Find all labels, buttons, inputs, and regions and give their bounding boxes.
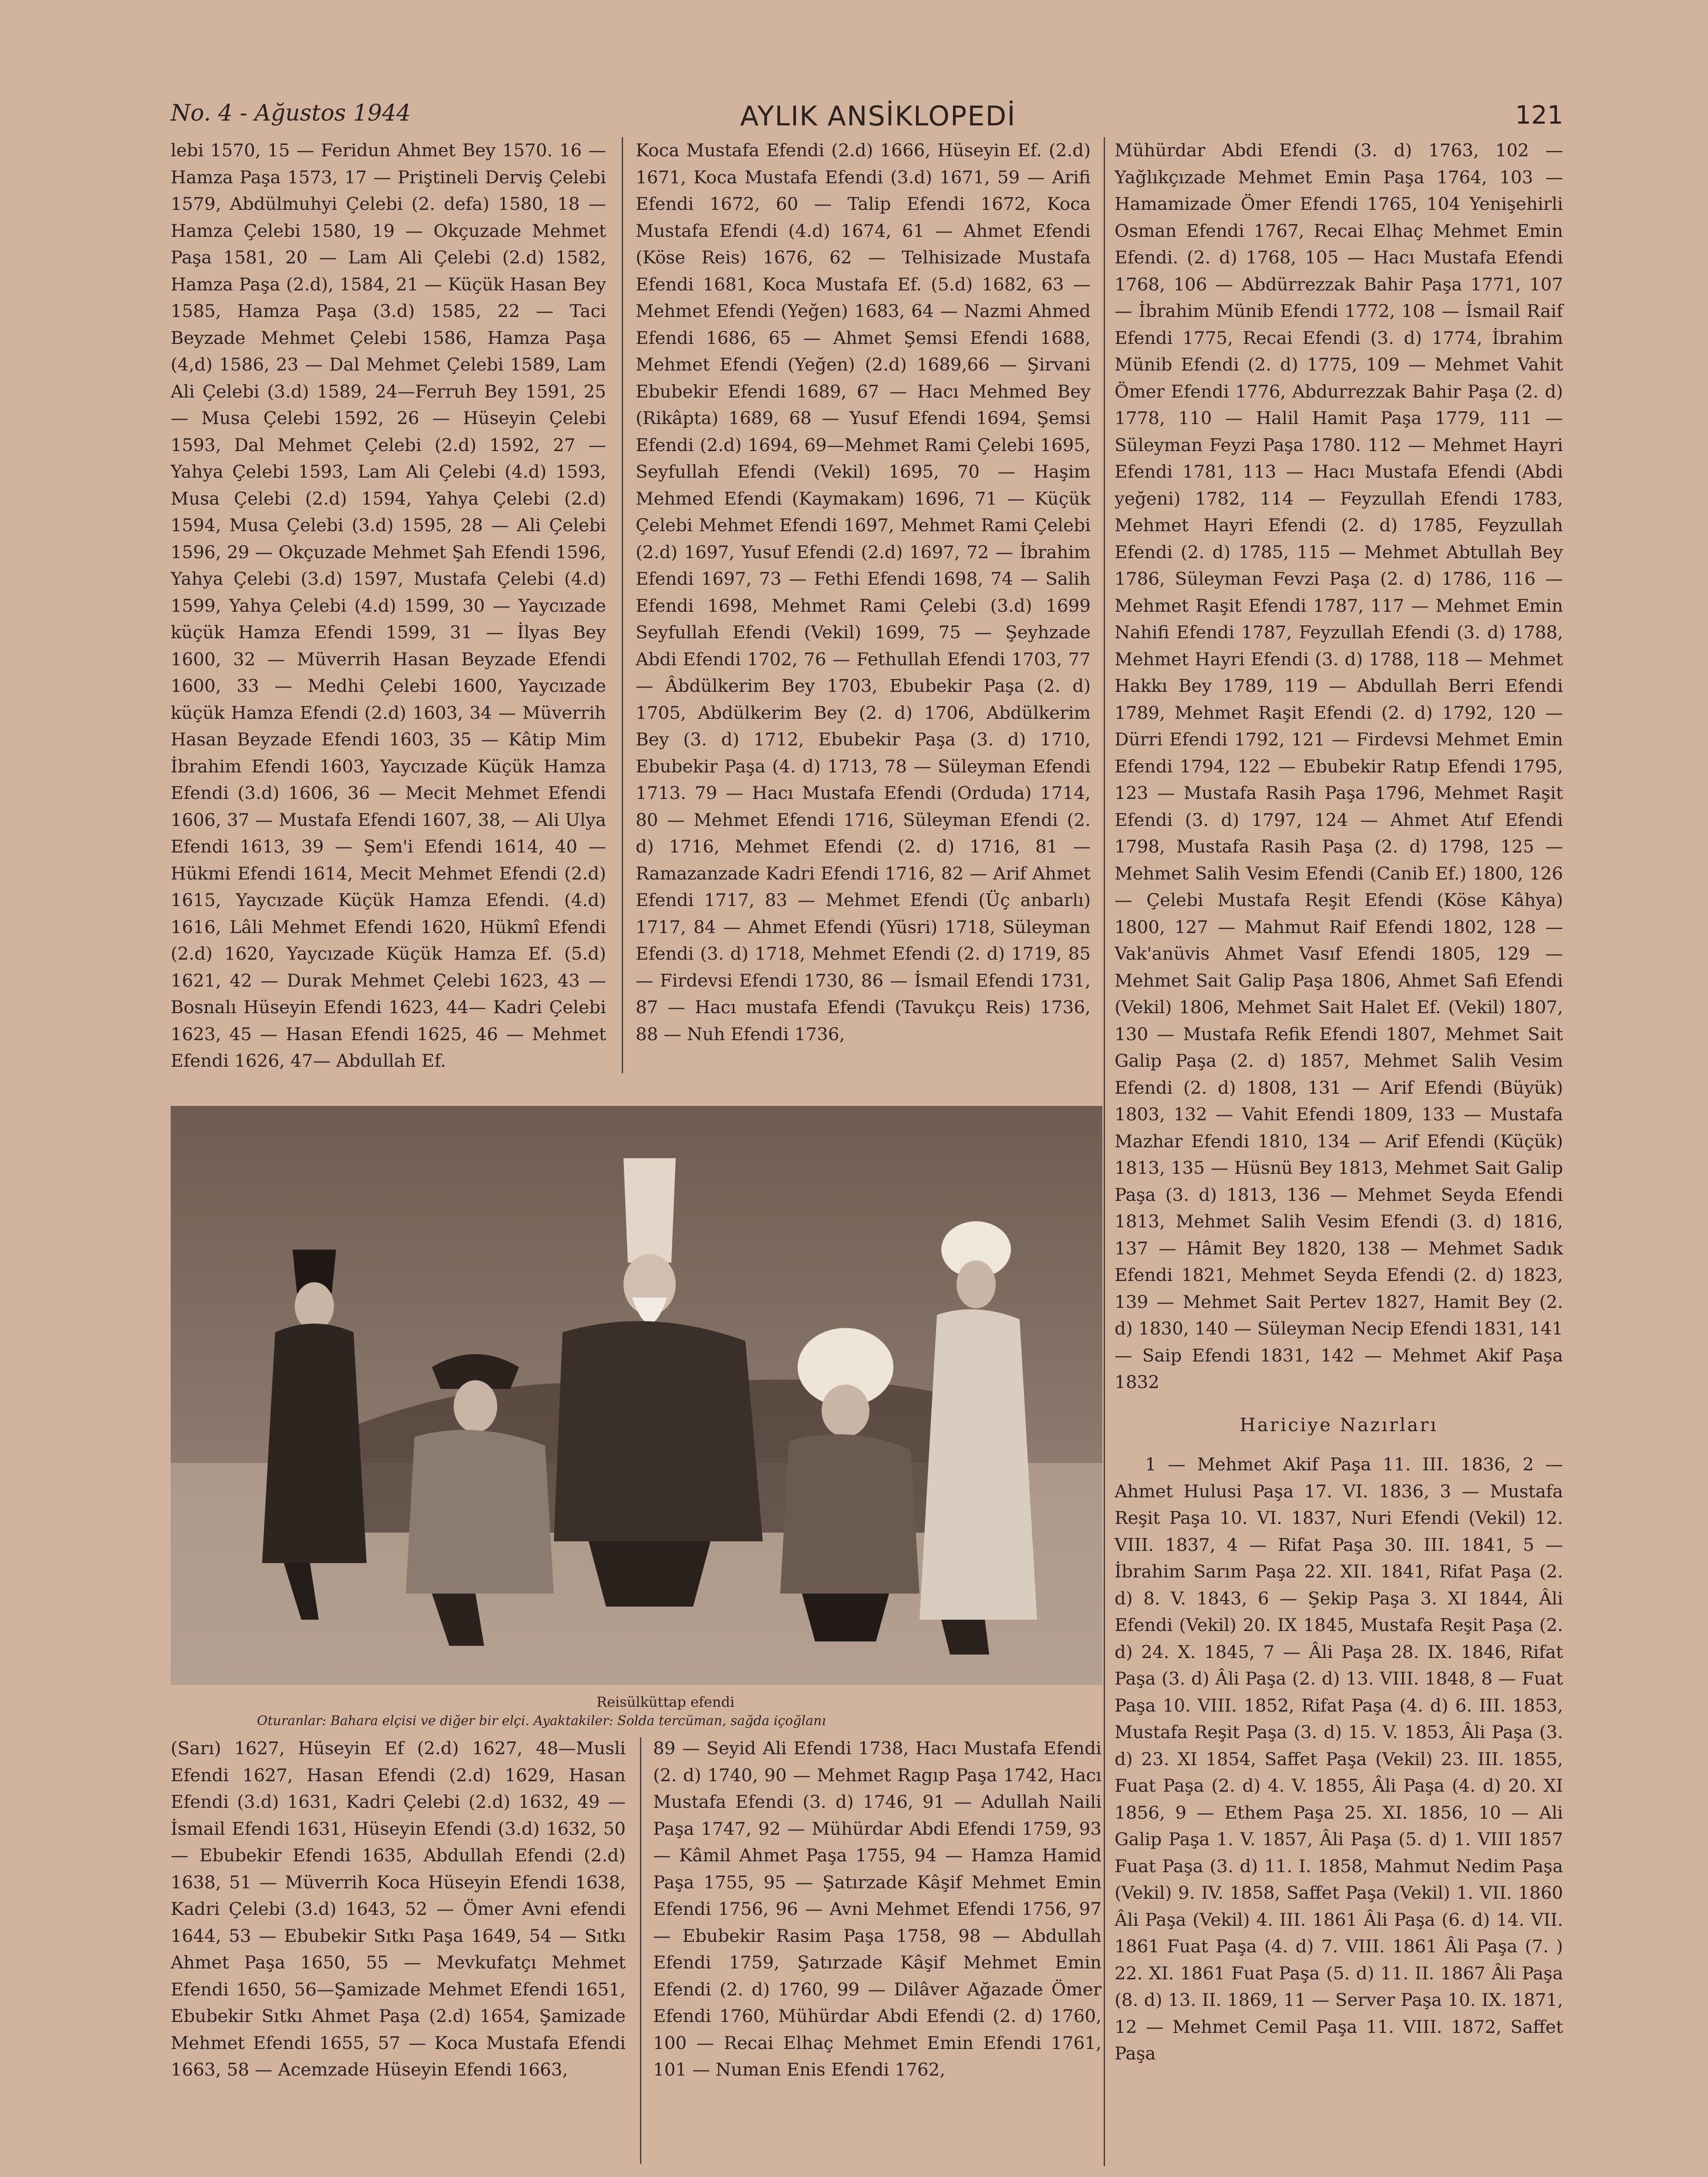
photo-illustration xyxy=(171,1106,1102,1685)
historical-photograph xyxy=(171,1106,1102,1685)
text-column-middle-bottom xyxy=(653,1735,1102,2083)
column-rule xyxy=(622,137,623,1073)
text-column-right xyxy=(1115,137,1563,2067)
column-rule xyxy=(1104,137,1105,2166)
body-text: (Sarı) 1627, Hüseyin Ef (2.d) 1627, 48—Musli Efendi 1627, Hasan Efendi (2.d) 1629, Hasan Efendi (3.d) 1631, Kadri Çelebi (2.d) 1632, 49 — İsmail Efendi 1631, Hüseyin Efendi (3.d) 1632, 50 — Ebubekir Efendi 1635, Abdullah Efendi (2.d) 1638, 51 — Müverrih Koca Hüseyin Efendi 1638, Kadri Çelebi (3.d) 1643, 52 — Ömer Avni efendi 1644, 53 — Ebubekir Sıtkı Paşa 1649, 54 — Sıtkı Ahmet Paşa 1650, 55 — Mevkufatçı Mehmet Efendi 1650, 56—Şamizade Mehmet Efendi 1651, Ebubekir Sıtkı Ahmet Paşa (2.d) 1654, Şamizade Mehmet Efendi 1655, 57 — Koca Mustafa Efendi 1663, 58 — Acemzade Hüseyin Efendi 1663, xyxy=(171,1738,626,2080)
body-text: 89 — Seyid Ali Efendi 1738, Hacı Mustafa Efendi (2. d) 1740, 90 — Mehmet Ragıp Paşa 1742, Hacı Mustafa Efendi (3. d) 1746, 91 — Adullah Naili Paşa 1747, 92 — Mühürdar Abdi Efendi 1759, 93 — Kâmil Ahmet Paşa 1755, 94 — Hamza Hamid Paşa 1755, 95 — Şatırzade Kâşif Mehmet Emin Efendi 1756, 96 — Avni Mehmet Efendi 1756, 97 — Ebubekir Rasim Paşa 1758, 98 — Abdullah Efendi 1759, Şatırzade Kâşif Mehmet Emin Efendi (2. d) 1760, 99 — Dilâver Ağazade Ömer Efendi 1760, Mühürdar Abdi Efendi (2. d) 1760, 100 — Recai Elhaç Mehmet Emin Efendi 1761, 101 — Numan Enis Efendi 1762, xyxy=(653,1738,1102,2080)
column-rule xyxy=(640,1737,641,2164)
body-text: Koca Mustafa Efendi (2.d) 1666, Hüseyin Ef. (2.d) 1671, Koca Mustafa Efendi (3.d) 1671, 59 — Arifi Efendi 1672, 60 — Talip Efendi 1672, Koca Mustafa Efendi (4.d) 1674, 61 — Ahmet Efendi (Köse Reis) 1676, 62 — Telhisizade Mustafa Efendi 1681, Koca Mustafa Ef. (5.d) 1682, 63 — Mehmet Efendi (Yeğen) 1683, 64 — Nazmi Ahmed Efendi 1686, 65 — Ahmet Şemsi Efendi 1688, Mehmet Efendi (Yeğen) (2.d) 1689,66 — Şirvani Ebubekir Efendi 1689, 67 — Hacı Mehmed Bey (Rikâpta) 1689, 68 — Yusuf Efendi 1694, Şemsi Efendi (2.d) 1694, 69—Mehmet Rami Çelebi 1695, Seyfullah Efendi (Vekil) 1695, 70 — Haşim Mehmed Efendi (Kaymakam) 1696, 71 — Küçük Çelebi Mehmet Efendi 1697, Mehmet Rami Çelebi (2.d) 1697, Yusuf Efendi (2.d) 1697, 72 — İbrahim Efendi 1697, 73 — Fethi Efendi 1698, 74 — Salih Efendi 1698, Mehmet Rami Çelebi (3.d) 1699 Seyfullah Efendi (Vekil) 1699, 75 — Şeyhzade Abdi Efendi 1702, 76 — Fethullah Efendi 1703, 77 — Âbdülkerim Bey 1703, Ebubekir Paşa (2. d) 1705, Abdülkerim Bey (2. d) 1706, Abdülkerim Bey (3. d) 1712, Ebubekir Paşa (3. d) 1710, Ebubekir Paşa (4. d) 1713, 78 — Süleyman Efendi 1713. 79 — Hacı Mustafa Efendi (Orduda) 1714, 80 — Mehmet Efendi 1716, Süleyman Efendi (2. d) 1716, Mehmet Efendi (2. d) 1716, 81 — Ramazanzade Kadri Efendi 1716, 82 — Arif Ahmet Efendi 1717, 83 — Mehmet Efendi (Üç anbarlı) 1717, 84 — Ahmet Efendi (Yüsri) 1718, Süleyman Efendi (3. d) 1718, Mehmet Efendi (2. d) 1719, 85 — Firdevsi Efendi 1730, 86 — İsmail Efendi 1731, 87 — Hacı mustafa Efendi (Tavukçu Reis) 1736, 88 — Nuh Efendi 1736, xyxy=(636,140,1091,1045)
photo-caption-detail: Oturanlar: Bahara elçisi ve diğer bir elçi. Ayaktakiler: Solda tercüman, sağda içoğlanı xyxy=(257,1713,826,1729)
body-text: lebi 1570, 15 — Feridun Ahmet Bey 1570. 16 — Hamza Paşa 1573, 17 — Priştineli Derviş Çelebi 1579, Abdülmuhyi Çelebi (2. defa) 1580, 18 — Hamza Çelebi 1580, 19 — Okçuzade Mehmet Paşa 1581, 20 — Lam Ali Çelebi (2.d) 1582, Hamza Paşa (2.d), 1584, 21 — Küçük Hasan Bey 1585, Hamza Paşa (3.d) 1585, 22 — Taci Beyzade Mehmet Çelebi 1586, Hamza Paşa (4,d) 1586, 23 — Dal Mehmet Çelebi 1589, Lam Ali Çelebi (3.d) 1589, 24—Ferruh Bey 1591, 25 — Musa Çelebi 1592, 26 — Hüseyin Çelebi 1593, Dal Mehmet Çelebi (2.d) 1592, 27 — Yahya Çelebi 1593, Lam Ali Çelebi (4.d) 1593, Musa Çelebi (2.d) 1594, Yahya Çelebi (2.d) 1594, Musa Çelebi (3.d) 1595, 28 — Ali Çelebi 1596, 29 — Okçuzade Mehmet Şah Efendi 1596, Yahya Çelebi (3.d) 1597, Mustafa Çelebi (4.d) 1599, Yahya Çelebi (4.d) 1599, 30 — Yaycızade küçük Hamza Efendi 1599, 31 — İlyas Bey 1600, 32 — Müverrih Hasan Beyzade Efendi 1600, 33 — Medhi Çelebi 1600, Yaycızade küçük Hamza Efendi (2.d) 1603, 34 — Müverrih Hasan Beyzade Efendi 1603, 35 — Kâtip Mim İbrahim Efendi 1603, Yaycızade Küçük Hamza Efendi (3.d) 1606, 36 — Mecit Mehmet Efendi 1606, 37 — Mustafa Efendi 1607, 38, — Ali Ulya Efendi 1613, 39 — Şem'i Efendi 1614, 40 — Hükmi Efendi 1614, Mecit Mehmet Efendi (2.d) 1615, Yaycızade Küçük Hamza Efendi. (4.d) 1616, Lâli Mehmet Efendi 1620, Hükmî Efendi (2.d) 1620, Yaycızade Küçük Hamza Ef. (5.d) 1621, 42 — Durak Mehmet Çelebi 1623, 43 — Bosnalı Hüseyin Efendi 1623, 44— Kadri Çelebi 1623, 45 — Hasan Efendi 1625, 46 — Mehmet Efendi 1626, 47— Abdullah Ef. xyxy=(171,140,606,1071)
section-heading: Hariciye Nazırları xyxy=(1240,1414,1438,1436)
body-text: 1 — Mehmet Akif Paşa 11. III. 1836, 2 — Ahmet Hulusi Paşa 17. VI. 1836, 3 — Mustafa Reşit Paşa 10. VI. 1837, Nuri Efendi (Vekil) 12. VIII. 1837, 4 — Rifat Paşa 30. III. 1841, 5 — İbrahim Sarım Paşa 22. XII. 1841, Rifat Paşa (2. d) 8. V. 1843, 6 — Şekip Paşa 3. XI 1844, Âli Efendi (Vekil) 20. IX 1845, Mustafa Reşit Paşa (2. d) 24. X. 1845, 7 — Âli Paşa 28. IX. 1846, Rifat Paşa (3. d) Âli Paşa (2. d) 13. VIII. 1848, 8 — Fuat Paşa 10. VIII. 1852, Rifat Paşa (4. d) 6. III. 1853, Mustafa Reşit Paşa (3. d) 15. V. 1853, Âli Paşa (3. d) 23. XI 1854, Saffet Paşa (Vekil) 23. III. 1855, Fuat Paşa (2. d) 4. V. 1855, Âli Paşa (4. d) 20. XI 1856, 9 — Ethem Paşa 25. XI. 1856, 10 — Ali Galip Paşa 1. V. 1857, Âli Paşa (5. d) 1. VIII 1857 Fuat Paşa (3. d) 11. I. 1858, Mahmut Nedim Paşa (Vekil) 9. IV. 1858, Saffet Paşa (Vekil) 1. VII. 1860 Âli Paşa (Vekil) 4. III. 1861 Âli Paşa (6. d) 14. VII. 1861 Fuat Paşa (4. d) 7. VIII. 1861 Âli Paşa (7. ) 22. XI. 1861 Fuat Paşa (5. d) 11. II. 1867 Âli Paşa (8. d) 13. II. 1869, 11 — Server Paşa 10. IX. 1871, 12 — Mehmet Cemil Paşa 11. VIII. 1872, Saffet Paşa xyxy=(1115,1454,1563,2064)
text-column-left-bottom xyxy=(171,1735,626,2083)
text-column-middle-top xyxy=(636,137,1091,1048)
page-number: 121 xyxy=(1515,100,1563,130)
text-column-left-top xyxy=(171,137,606,1075)
photo-caption-title: Reisülküttap efendi xyxy=(596,1694,735,1710)
body-text: Mühürdar Abdi Efendi (3. d) 1763, 102 — Yağlıkçızade Mehmet Emin Paşa 1764, 103 — Hamamizade Ömer Efendi 1765, 104 Yenişehirli Osman Efendi 1767, Recai Elhaç Mehmet Emin Efendi. (2. d) 1768, 105 — Hacı Mustafa Efendi 1768, 106 — Abdürrezzak Bahir Paşa 1771, 107 — İbrahim Münib Efendi 1772, 108 — İsmail Raif Efendi 1775, Recai Efendi (3. d) 1774, İbrahim Münib Efendi (2. d) 1775, 109 — Mehmet Vahit Ömer Efendi 1776, Abdurrezzak Bahir Paşa (2. d) 1778, 110 — Halil Hamit Paşa 1779, 111 — Süleyman Feyzi Paşa 1780. 112 — Mehmet Hayri Efendi 1781, 113 — Hacı Mustafa Efendi (Abdi yeğeni) 1782, 114 — Feyzullah Efendi 1783, Mehmet Hayri Efendi (2. d) 1785, Feyzullah Efendi (2. d) 1785, 115 — Mehmet Abtullah Bey 1786, Süleyman Fevzi Paşa (2. d) 1786, 116 — Mehmet Raşit Efendi 1787, 117 — Mehmet Emin Nahifi Efendi 1787, Feyzullah Efendi (3. d) 1788, Mehmet Hayri Efendi (3. d) 1788, 118 — Mehmet Hakkı Bey 1789, 119 — Abdullah Berri Efendi 1789, Mehmet Raşit Efendi (2. d) 1792, 120 — Dürri Efendi 1792, 121 — Firdevsi Mehmet Emin Efendi 1794, 122 — Ebubekir Ratıp Efendi 1795, 123 — Mustafa Rasih Paşa 1796, Mehmet Raşit Efendi (3. d) 1797, 124 — Ahmet Atıf Efendi 1798, Mustafa Rasih Paşa (2. d) 1798, 125 — Mehmet Salih Vesim Efendi (Canib Ef.) 1800, 126 — Çelebi Mustafa Reşit Efendi (Köse Kâhya) 1800, 127 — Mahmut Raif Efendi 1802, 128 — Vak'anüvis Ahmet Vasıf Efendi 1805, 129 — Mehmet Sait Galip Paşa 1806, Ahmet Safi Efendi (Vekil) 1806, Mehmet Sait Halet Ef. (Vekil) 1807, 130 — Mustafa Refik Efendi 1807, Mehmet Sait Galip Paşa (2. d) 1857, Mehmet Salih Vesim Efendi (2. d) 1808, 131 — Arif Efendi (Büyük) 1803, 132 — Vahit Efendi 1809, 133 — Mustafa Mazhar Efendi 1810, 134 — Arif Efendi (Küçük) 1813, 135 — Hüsnü Bey 1813, Mehmet Sait Galip Paşa (3. d) 1813, 136 — Mehmet Seyda Efendi 1813, Mehmet Salih Vesim Efendi (3. d) 1816, 137 — Hâmit Bey 1820, 138 — Mehmet Sadık Efendi 1821, Mehmet Seyda Efendi (2. d) 1823, 139 — Mehmet Sait Pertev 1827, Hamit Bey (2. d) 1830, 140 — Süleyman Necip Efendi 1831, 141 — Saip Efendi 1831, 142 — Mehmet Akif Paşa 1832 xyxy=(1115,140,1563,1392)
magazine-title: AYLIK ANSİKLOPEDİ xyxy=(740,100,1016,132)
issue-label: No. 4 - Ağustos 1944 xyxy=(171,100,411,126)
